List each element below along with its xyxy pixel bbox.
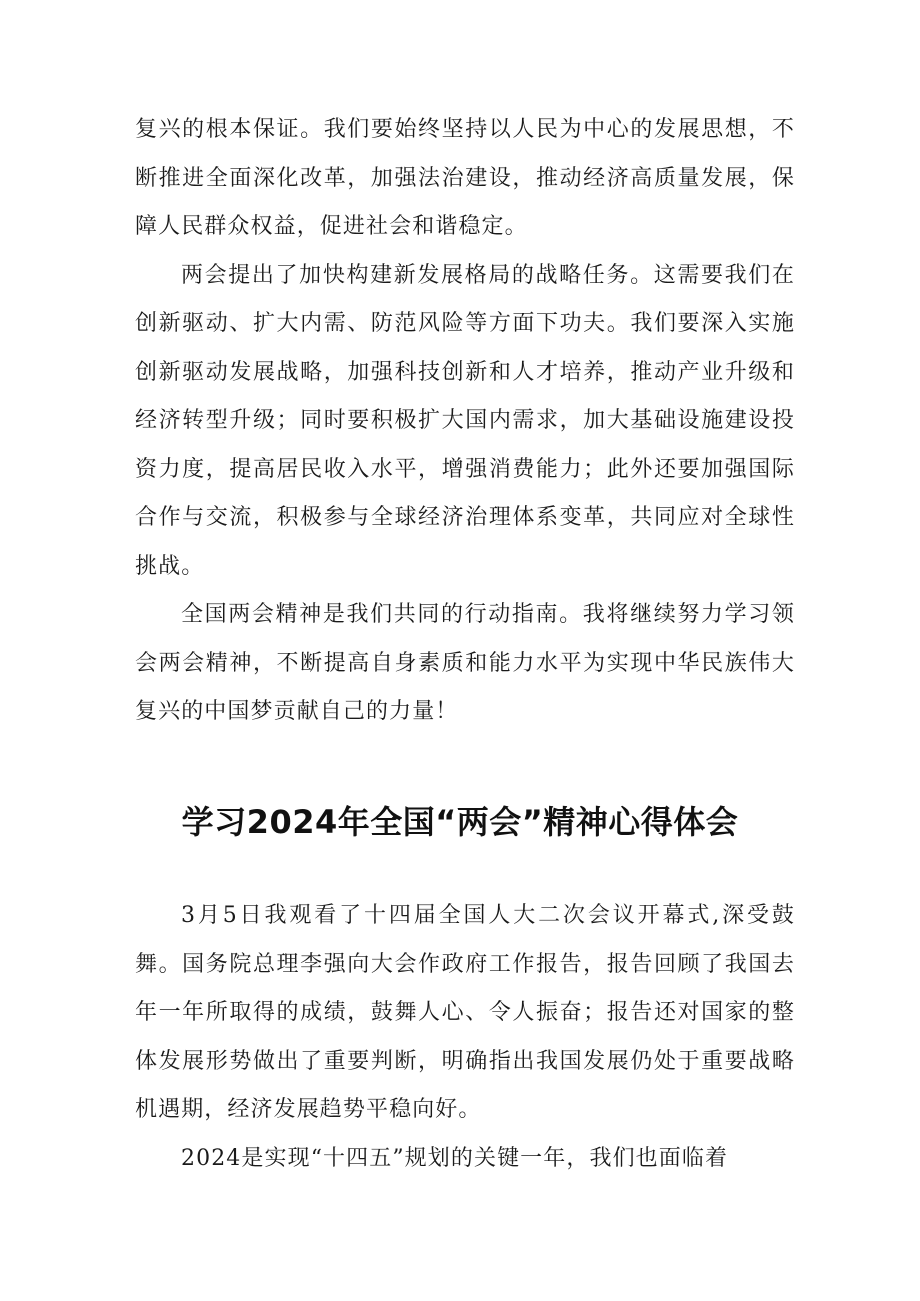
- paragraph: 复兴的根本保证。我们要始终坚持以人民为中心的发展思想，不断推进全面深化改革，加强法治建设，推动经济高质量发展，保障人民群众权益，促进社会和谐稳定。: [135, 117, 795, 239]
- paragraph: 全国两会精神是我们共同的行动指南。我将继续努力学习领会两会精神，不断提高自身素质和能力水平为实现中华民族伟大复兴的中国梦贡献自己的力量！: [135, 602, 795, 724]
- paragraph: 两会提出了加快构建新发展格局的战略任务。这需要我们在创新驱动、扩大内需、防范风险等方面下功夫。我们要深入实施创新驱动发展战略，加强科技创新和人才培养，推动产业升级和经济转型升级；同时要积极扩大国内需求，加大基础设施建设投资力度，提高居民收入水平，增强消费能力；此外还要加强国际合作与交流，积极参与全球经济治理体系变革，共同应对全球性挑战。: [135, 262, 795, 579]
- document-body-part2: [135, 892, 795, 1183]
- document-body-part1: [135, 106, 795, 737]
- paragraph: 3月5日我观看了十四届全国人大二次会议开幕式,深受鼓舞。国务院总理李强向大会作政府工作报告，报告回顾了我国去年一年所取得的成绩，鼓舞人心、令人振奋；报告还对国家的整体发展形势做出了重要判断，明确指出我国发展仍处于重要战略机遇期，经济发展趋势平稳向好。: [135, 903, 795, 1122]
- paragraph: 2024是实现“十四五”规划的关键一年，我们也面临着: [181, 1145, 729, 1171]
- document-title: 学习2024年全国“两会”精神心得体会: [181, 803, 739, 841]
